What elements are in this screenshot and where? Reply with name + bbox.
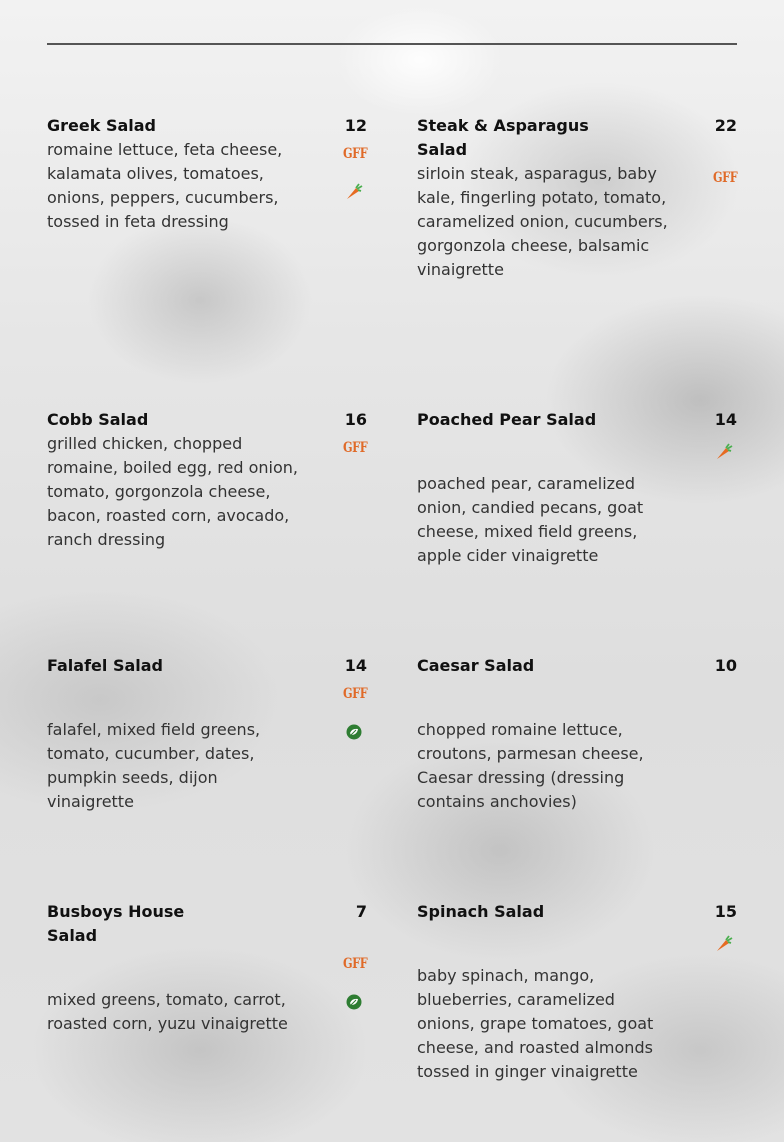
item-name: Busboys House Salad — [47, 902, 185, 945]
item-description: poached pear, caramelized onion, candied pecans, goat cheese, mixed field greens, apple cider vinaigrette — [417, 474, 644, 565]
item-price: 14 — [344, 656, 367, 675]
item-price: 14 — [714, 410, 737, 429]
gluten-free-badge: GFF — [343, 956, 368, 972]
carrot-icon — [714, 441, 734, 461]
top-divider — [47, 43, 737, 45]
menu-item — [417, 900, 737, 1090]
item-price: 22 — [714, 116, 737, 135]
item-name: Poached Pear Salad — [417, 410, 597, 429]
item-price: 7 — [355, 902, 367, 921]
item-name: Steak & Asparagus Salad — [417, 116, 589, 159]
item-name: Cobb Salad — [47, 410, 149, 429]
item-description: grilled chicken, chopped romaine, boiled egg, red onion, tomato, gorgonzola cheese, bacon, roasted corn, avocado, ranch dressing — [47, 434, 298, 549]
item-price: 10 — [714, 656, 737, 675]
item-name: Greek Salad — [47, 116, 156, 135]
carrot-icon — [344, 181, 364, 201]
item-name: Spinach Salad — [417, 902, 545, 921]
item-price: 15 — [714, 902, 737, 921]
menu-item — [417, 654, 737, 814]
item-description: sirloin steak, asparagus, baby kale, fingerling potato, tomato, caramelized onion, cucumbers, gorgonzola cheese, balsamic vinaigrette — [417, 164, 668, 279]
menu-item — [417, 408, 737, 568]
item-name: Caesar Salad — [417, 656, 535, 675]
item-price: 16 — [344, 410, 367, 429]
item-description: romaine lettuce, feta cheese, kalamata olives, tomatoes, onions, peppers, cucumbers, tossed in feta dressing — [47, 140, 283, 231]
menu-item — [417, 114, 737, 284]
menu-item — [47, 654, 367, 814]
item-name: Falafel Salad — [47, 656, 163, 675]
gluten-free-badge: GFF — [343, 686, 368, 702]
item-description: mixed greens, tomato, carrot, roasted corn, yuzu vinaigrette — [47, 990, 288, 1033]
item-description: chopped romaine lettuce, croutons, parmesan cheese, Caesar dressing (dressing contains anchovies) — [417, 720, 644, 811]
vegan-leaf-icon — [346, 994, 362, 1010]
gluten-free-badge: GFF — [343, 440, 368, 456]
carrot-icon — [714, 933, 734, 953]
item-description: falafel, mixed field greens, tomato, cucumber, dates, pumpkin seeds, dijon vinaigrette — [47, 720, 261, 811]
menu-item — [47, 114, 367, 244]
gluten-free-badge: GFF — [343, 146, 368, 162]
vegan-leaf-icon — [346, 724, 362, 740]
item-description: baby spinach, mango, blueberries, caramelized onions, grape tomatoes, goat cheese, and roasted almonds tossed in ginger vinaigrette — [417, 966, 654, 1081]
menu-item — [47, 900, 367, 1040]
gluten-free-badge: GFF — [713, 170, 738, 186]
item-price: 12 — [344, 116, 367, 135]
menu-item — [47, 408, 367, 558]
